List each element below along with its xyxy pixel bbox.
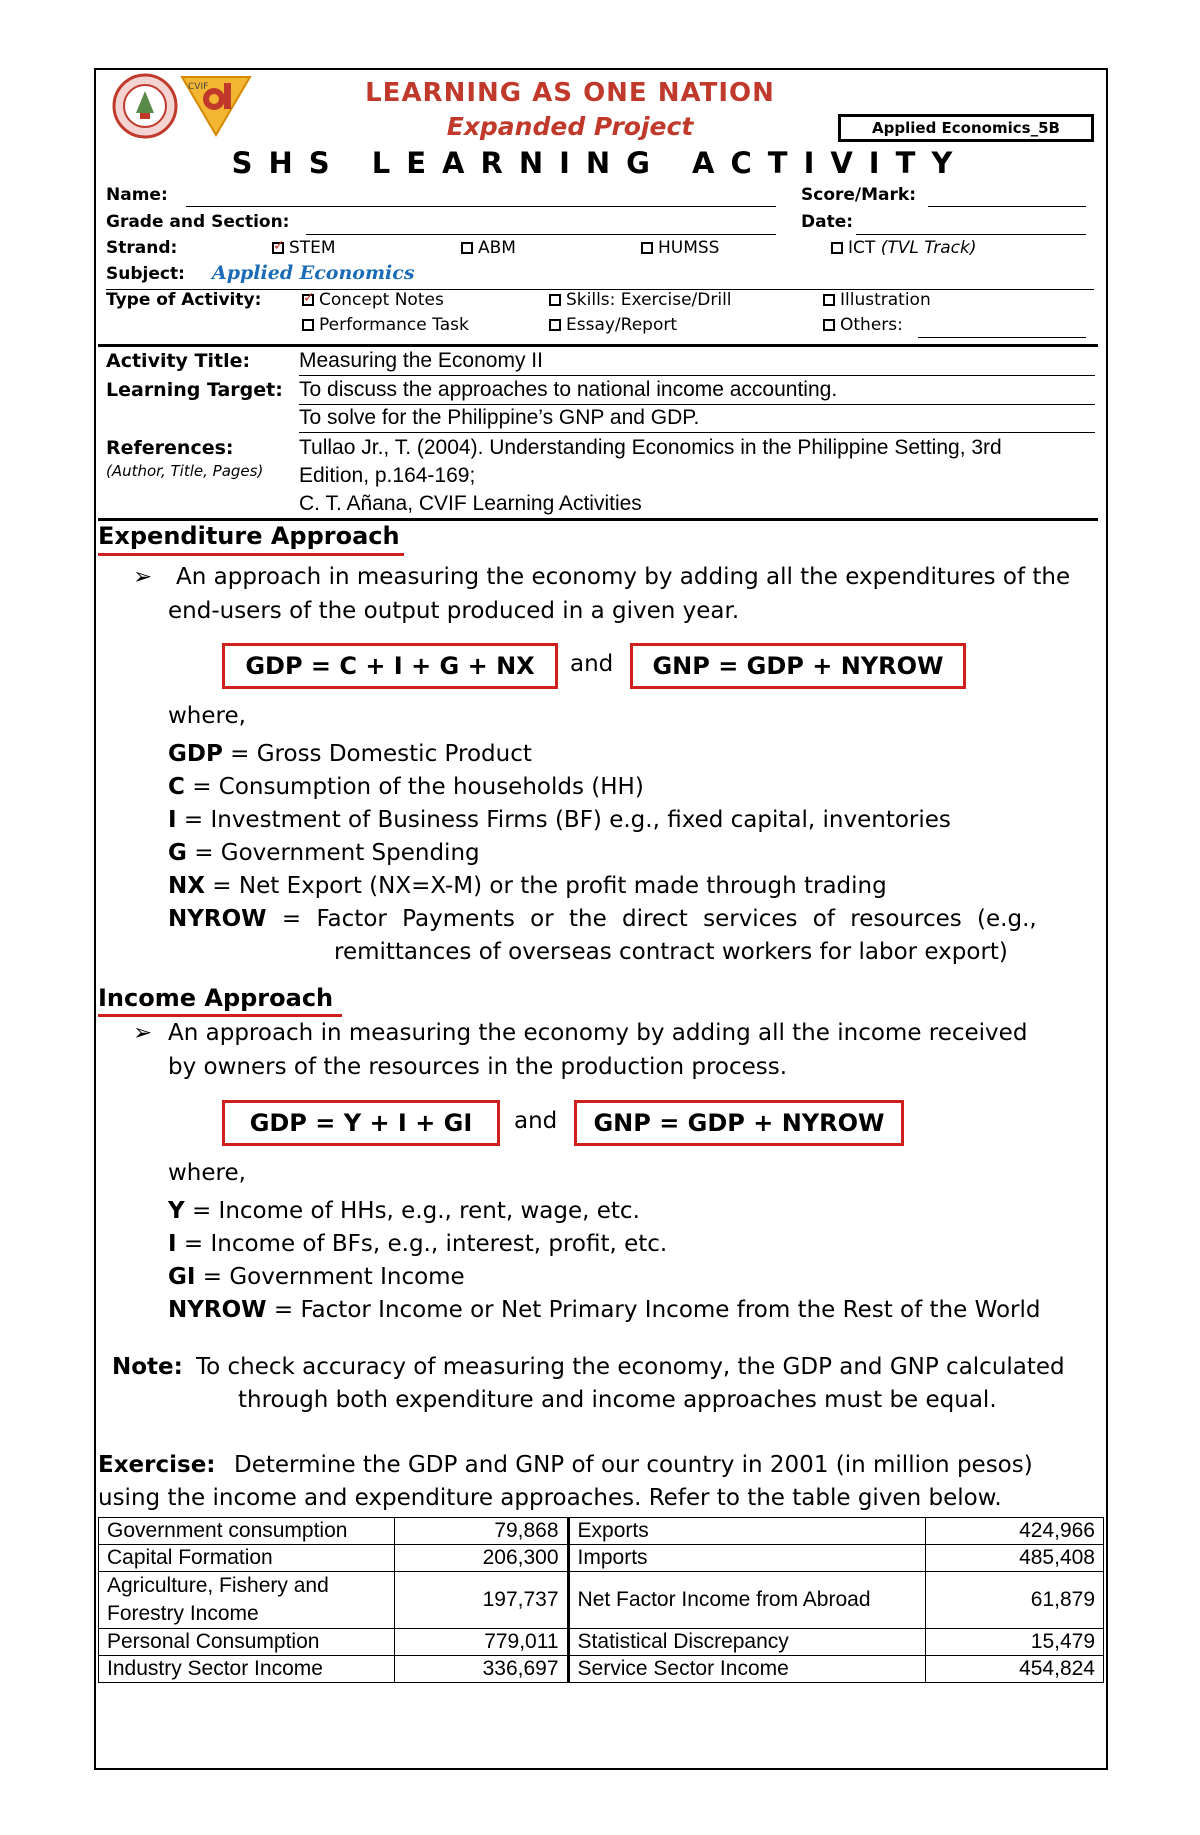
and-text: and <box>514 1108 558 1134</box>
table-cell: 15,479 <box>926 1629 1104 1656</box>
table-row <box>99 1518 1104 1545</box>
expenditure-bullet-1: An approach in measuring the economy by adding all the expenditures of the <box>176 564 1071 590</box>
table-cell: Agriculture, Fishery and Forestry Income <box>99 1572 395 1629</box>
score-field[interactable] <box>928 206 1086 207</box>
date-label: Date: <box>801 212 854 232</box>
grade-section-field[interactable] <box>306 234 776 235</box>
school-seal-logo <box>112 73 178 139</box>
definition-g: G = Government Spending <box>168 840 480 866</box>
activity-title-label: Activity Title: <box>106 350 251 372</box>
expenditure-heading: Expenditure Approach <box>98 522 400 550</box>
definition-gi: GI = Government Income <box>168 1264 465 1290</box>
table-cell: Government consumption <box>99 1518 395 1545</box>
where-text: where, <box>168 703 246 729</box>
heading-underline <box>98 553 404 556</box>
table-row <box>99 1629 1104 1656</box>
checkbox-icon[interactable] <box>823 319 835 331</box>
cvif-dp-logo <box>178 71 254 139</box>
table-cell: 79,868 <box>394 1518 568 1545</box>
table-cell: 779,011 <box>394 1629 568 1656</box>
gdp-expenditure-formula: GDP = C + I + G + NX <box>222 643 558 689</box>
type-option-essay-report[interactable]: Essay/Report <box>549 315 677 335</box>
name-field[interactable] <box>186 206 776 207</box>
references-label: References: <box>106 437 234 459</box>
expenditure-bullet-2: end-users of the output produced in a given year. <box>168 598 740 624</box>
type-option-concept-notes[interactable]: ✓ Concept Notes <box>302 290 444 310</box>
references-sublabel: (Author, Title, Pages) <box>106 462 264 480</box>
table-cell: 424,966 <box>926 1518 1104 1545</box>
subject-code-box: Applied Economics_5B <box>838 114 1094 142</box>
checkbox-icon[interactable] <box>549 294 561 306</box>
table-cell: Net Factor Income from Abroad <box>568 1572 926 1629</box>
section-divider <box>98 344 1098 347</box>
definition-i: I = Investment of Business Firms (BF) e.g., fixed capital, inventories <box>168 807 951 833</box>
strand-option-ict[interactable]: ICT (TVL Track) <box>831 238 977 258</box>
gnp-income-formula: GNP = GDP + NYROW <box>574 1100 904 1146</box>
income-bullet-2: by owners of the resources in the production process. <box>168 1054 788 1080</box>
exercise-label: Exercise: <box>98 1452 216 1478</box>
underline <box>299 404 1095 405</box>
score-label: Score/Mark: <box>801 185 916 205</box>
exercise-line-1: Determine the GDP and GNP of our country in 2001 (in million pesos) <box>234 1452 1033 1478</box>
gnp-expenditure-formula: GNP = GDP + NYROW <box>630 643 966 689</box>
definition-nyrow: NYROW = Factor Payments or the direct services of resources (e.g., <box>168 906 1037 932</box>
income-heading: Income Approach <box>98 984 334 1012</box>
reference-line-2: Edition, p.164-169; <box>299 464 476 487</box>
reference-line-3: C. T. Añana, CVIF Learning Activities <box>299 492 642 515</box>
table-cell: 206,300 <box>394 1545 568 1572</box>
type-option-illustration[interactable]: Illustration <box>823 290 931 310</box>
note-line-1: To check accuracy of measuring the economy, the GDP and GNP calculated <box>196 1354 1065 1380</box>
note-label: Note: <box>112 1354 183 1380</box>
underline <box>299 375 1095 376</box>
table-row <box>99 1545 1104 1572</box>
table-row <box>99 1572 1104 1629</box>
arrow-bullet-icon: ➢ <box>133 564 153 590</box>
subject-value: Applied Economics <box>212 262 415 284</box>
table-cell: 336,697 <box>394 1656 568 1683</box>
checkbox-icon[interactable] <box>641 242 653 254</box>
checkbox-icon[interactable] <box>461 242 473 254</box>
definition-gdp: GDP = Gross Domestic Product <box>168 741 532 767</box>
checkbox-checked-icon[interactable] <box>272 242 284 254</box>
learning-target-1: To discuss the approaches to national income accounting. <box>299 378 838 401</box>
table-cell: 485,408 <box>926 1545 1104 1572</box>
type-option-skills[interactable]: Skills: Exercise/Drill <box>549 290 732 310</box>
checkbox-checked-icon[interactable] <box>302 294 314 306</box>
definition-y: Y = Income of HHs, e.g., rent, wage, etc. <box>168 1198 640 1224</box>
svg-text:CVIF: CVIF <box>188 82 209 92</box>
activity-title-value: Measuring the Economy II <box>299 349 543 372</box>
header-subtitle: Expanded Project <box>446 112 694 141</box>
type-option-performance-task[interactable]: Performance Task <box>302 315 469 335</box>
table-cell: 197,737 <box>394 1572 568 1629</box>
table-cell: Imports <box>568 1545 926 1572</box>
strand-option-abm[interactable]: ABM <box>461 238 516 258</box>
table-cell: Exports <box>568 1518 926 1545</box>
checkbox-icon[interactable] <box>302 319 314 331</box>
exercise-line-2: using the income and expenditure approaches. Refer to the table given below. <box>98 1485 1002 1511</box>
header-title: LEARNING AS ONE NATION <box>365 78 775 108</box>
name-label: Name: <box>106 185 168 205</box>
learning-target-label: Learning Target: <box>106 379 283 401</box>
note-line-2: through both expenditure and income approaches must be equal. <box>238 1387 997 1413</box>
table-cell: Industry Sector Income <box>99 1656 395 1683</box>
subject-label: Subject: <box>106 264 185 284</box>
gdp-income-formula: GDP = Y + I + GI <box>222 1100 500 1146</box>
section-divider <box>98 518 1098 521</box>
checkbox-icon[interactable] <box>549 319 561 331</box>
reference-line-1: Tullao Jr., T. (2004). Understanding Economics in the Philippine Setting, 3rd <box>299 436 1002 459</box>
checkbox-icon[interactable] <box>831 242 843 254</box>
table-cell: Statistical Discrepancy <box>568 1629 926 1656</box>
and-text: and <box>570 651 614 677</box>
strand-option-stem[interactable]: ✓ STEM <box>272 238 336 258</box>
learning-target-2: To solve for the Philippine’s GNP and GDP. <box>299 406 700 429</box>
table-row <box>99 1656 1104 1683</box>
where-text: where, <box>168 1160 246 1186</box>
strand-option-humss[interactable]: HUMSS <box>641 238 719 258</box>
definition-nyrow: NYROW = Factor Income or Net Primary Income from the Rest of the World <box>168 1297 1041 1323</box>
definition-i: I = Income of BFs, e.g., interest, profit, etc. <box>168 1231 668 1257</box>
definition-nyrow-cont: remittances of overseas contract workers for labor export) <box>334 939 1008 965</box>
table-cell: Service Sector Income <box>568 1656 926 1683</box>
strand-label: Strand: <box>106 238 178 258</box>
definition-c: C = Consumption of the households (HH) <box>168 774 644 800</box>
activity-heading: SHS LEARNING ACTIVITY <box>231 146 969 180</box>
income-bullet-1: An approach in measuring the economy by adding all the income received <box>168 1020 1028 1046</box>
checkbox-icon[interactable] <box>823 294 835 306</box>
type-option-others[interactable]: Others: <box>823 315 903 335</box>
others-field[interactable] <box>918 337 1086 338</box>
table-cell: 454,824 <box>926 1656 1104 1683</box>
definition-nx: NX = Net Export (NX=X-M) or the profit made through trading <box>168 873 887 899</box>
exercise-table <box>98 1517 1104 1683</box>
table-cell: Capital Formation <box>99 1545 395 1572</box>
table-cell: Personal Consumption <box>99 1629 395 1656</box>
activity-type-label: Type of Activity: <box>106 290 262 310</box>
underline <box>299 432 1095 433</box>
arrow-bullet-icon: ➢ <box>133 1020 153 1046</box>
table-cell: 61,879 <box>926 1572 1104 1629</box>
grade-section-label: Grade and Section: <box>106 212 290 232</box>
date-field[interactable] <box>856 234 1086 235</box>
